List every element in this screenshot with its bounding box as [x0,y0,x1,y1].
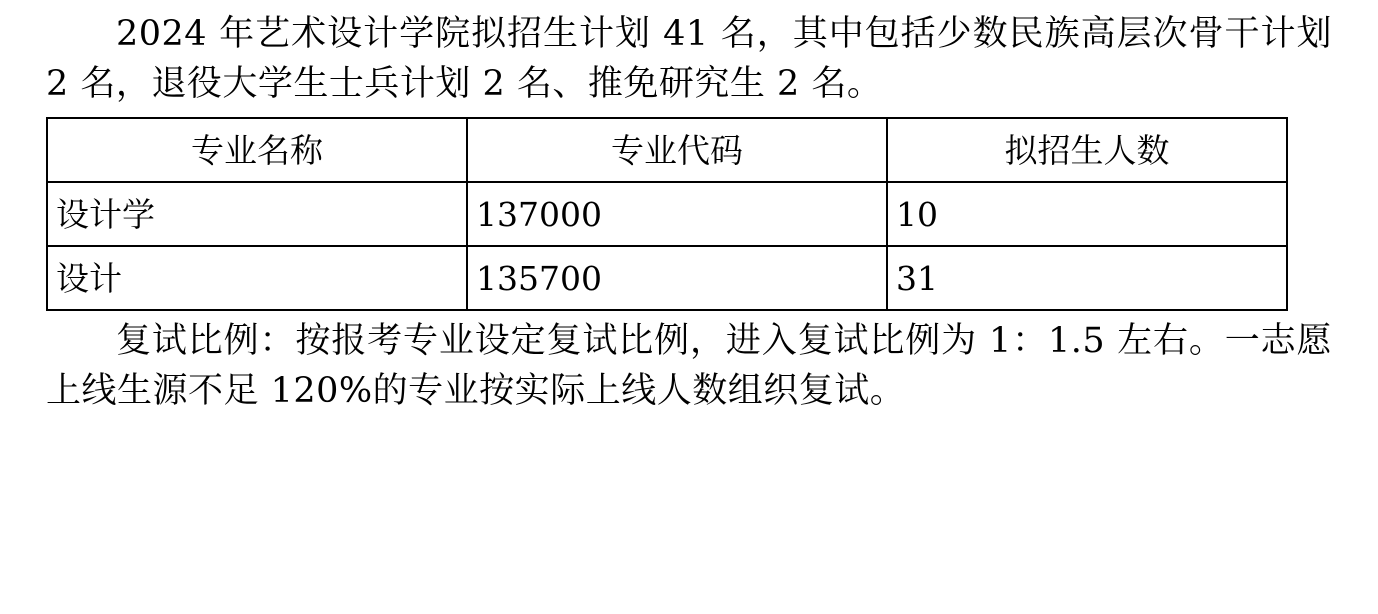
enrollment-table [46,117,1288,311]
cell-planned-count: 31 [887,246,1287,310]
cell-planned-count: 10 [887,182,1287,246]
column-header-planned-count: 拟招生人数 [887,118,1287,182]
cell-major-name: 设计学 [47,182,467,246]
paragraph-enrollment-plan: 2024 年艺术设计学院拟招生计划 41 名，其中包括少数民族高层次骨干计划 2 名，退役大学生士兵计划 2 名、推免研究生 2 名。 [46,14,1332,104]
cell-major-code: 135700 [467,246,887,310]
cell-major-code: 137000 [467,182,887,246]
paragraph-retest-ratio: 复试比例：按报考专业设定复试比例，进入复试比例为 1：1.5 左右。一志愿上线生源不足 120%的专业按实际上线人数组织复试。 [46,321,1332,412]
column-header-major-name: 专业名称 [47,118,467,182]
column-header-major-code: 专业代码 [467,118,887,182]
cell-major-name: 设计 [47,246,467,310]
table-row [47,246,1287,310]
table-row [47,182,1287,246]
table-header-row [47,118,1287,182]
